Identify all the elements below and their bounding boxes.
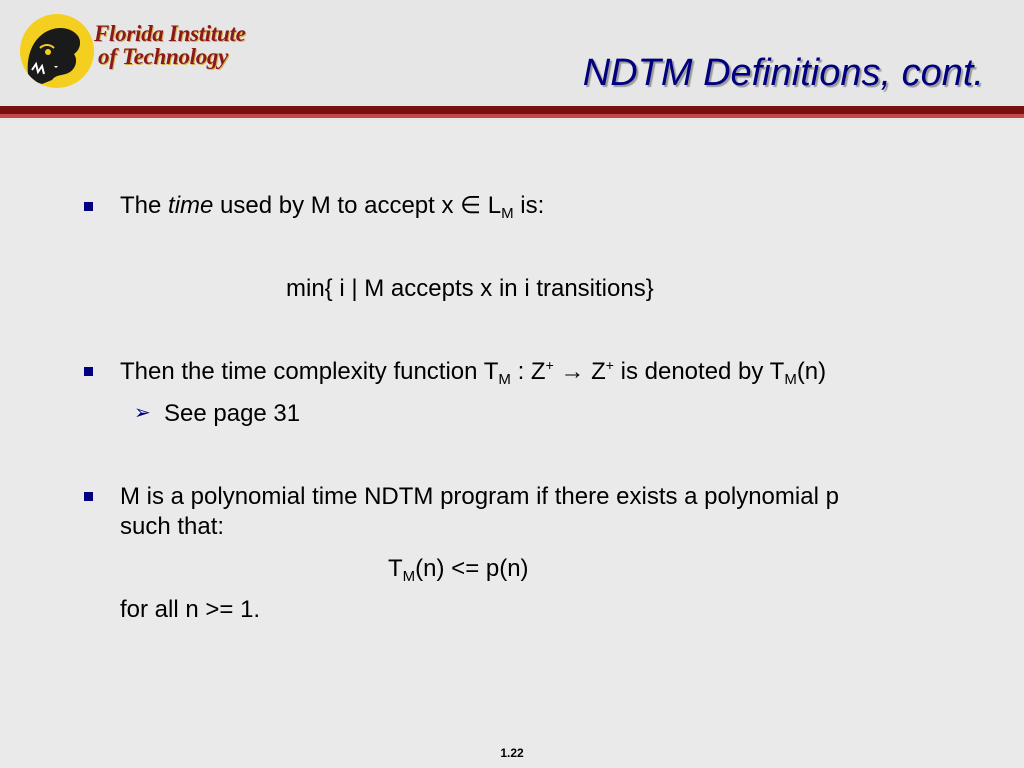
b2-plus-1: + bbox=[545, 357, 554, 373]
element-of-symbol: ∈ bbox=[460, 192, 482, 219]
b2-prefix: Then the time complexity function T bbox=[120, 358, 499, 385]
b1-italic: time bbox=[168, 192, 214, 219]
b3-T: T bbox=[388, 555, 403, 582]
fit-logo bbox=[20, 14, 252, 88]
right-arrow-symbol: → bbox=[553, 358, 592, 385]
logo-line-1: Florida Institute bbox=[94, 21, 246, 46]
bullet-square-icon bbox=[84, 202, 93, 211]
logo-line-2: of Technology bbox=[98, 44, 229, 69]
sub-bullet-text: See page 31 bbox=[164, 400, 301, 427]
b1-L-subscript: M bbox=[501, 205, 514, 222]
bullet-3-formula bbox=[388, 554, 529, 584]
b2-suffix: (n) bbox=[796, 358, 827, 385]
header-rule bbox=[0, 106, 1024, 114]
b1-suffix: is: bbox=[513, 192, 545, 219]
page-number: 1.22 bbox=[500, 746, 524, 760]
b3-formula-rest: (n) <= p(n) bbox=[415, 555, 529, 582]
slide-header bbox=[0, 0, 1024, 118]
b1-L: L bbox=[481, 192, 502, 219]
bullet-square-icon bbox=[84, 367, 93, 376]
bullet-square-icon bbox=[84, 492, 93, 501]
b2-T2-subscript: M bbox=[784, 371, 797, 388]
panther-icon bbox=[20, 14, 94, 88]
bullet-3-line-1: M is a polynomial time NDTM program if there exists a polynomial p bbox=[120, 483, 839, 510]
bullet-2-text bbox=[120, 357, 826, 387]
b2-Z: Z bbox=[591, 358, 606, 385]
bullet-1-formula: min{ i | M accepts x in i transitions} bbox=[286, 275, 654, 302]
slide-title: NDTM Definitions, cont. bbox=[582, 52, 984, 94]
logo-text bbox=[94, 22, 245, 68]
bullet-3-line-3: for all n >= 1. bbox=[120, 596, 261, 623]
arrow-bullet-icon: ➢ bbox=[134, 402, 151, 424]
bullet-1-text bbox=[120, 191, 544, 221]
b2-middle: is denoted by T bbox=[613, 358, 785, 385]
bullet-3-line-2: such that: bbox=[120, 513, 225, 540]
b2-T-subscript: M bbox=[498, 371, 511, 388]
slide-content bbox=[0, 118, 1024, 768]
b1-middle: used by M to accept x bbox=[213, 192, 461, 219]
b1-prefix: The bbox=[120, 192, 169, 219]
b3-T-subscript: M bbox=[402, 568, 416, 585]
b2-plus-2: + bbox=[605, 357, 614, 373]
b2-colon: : Z bbox=[510, 358, 546, 385]
